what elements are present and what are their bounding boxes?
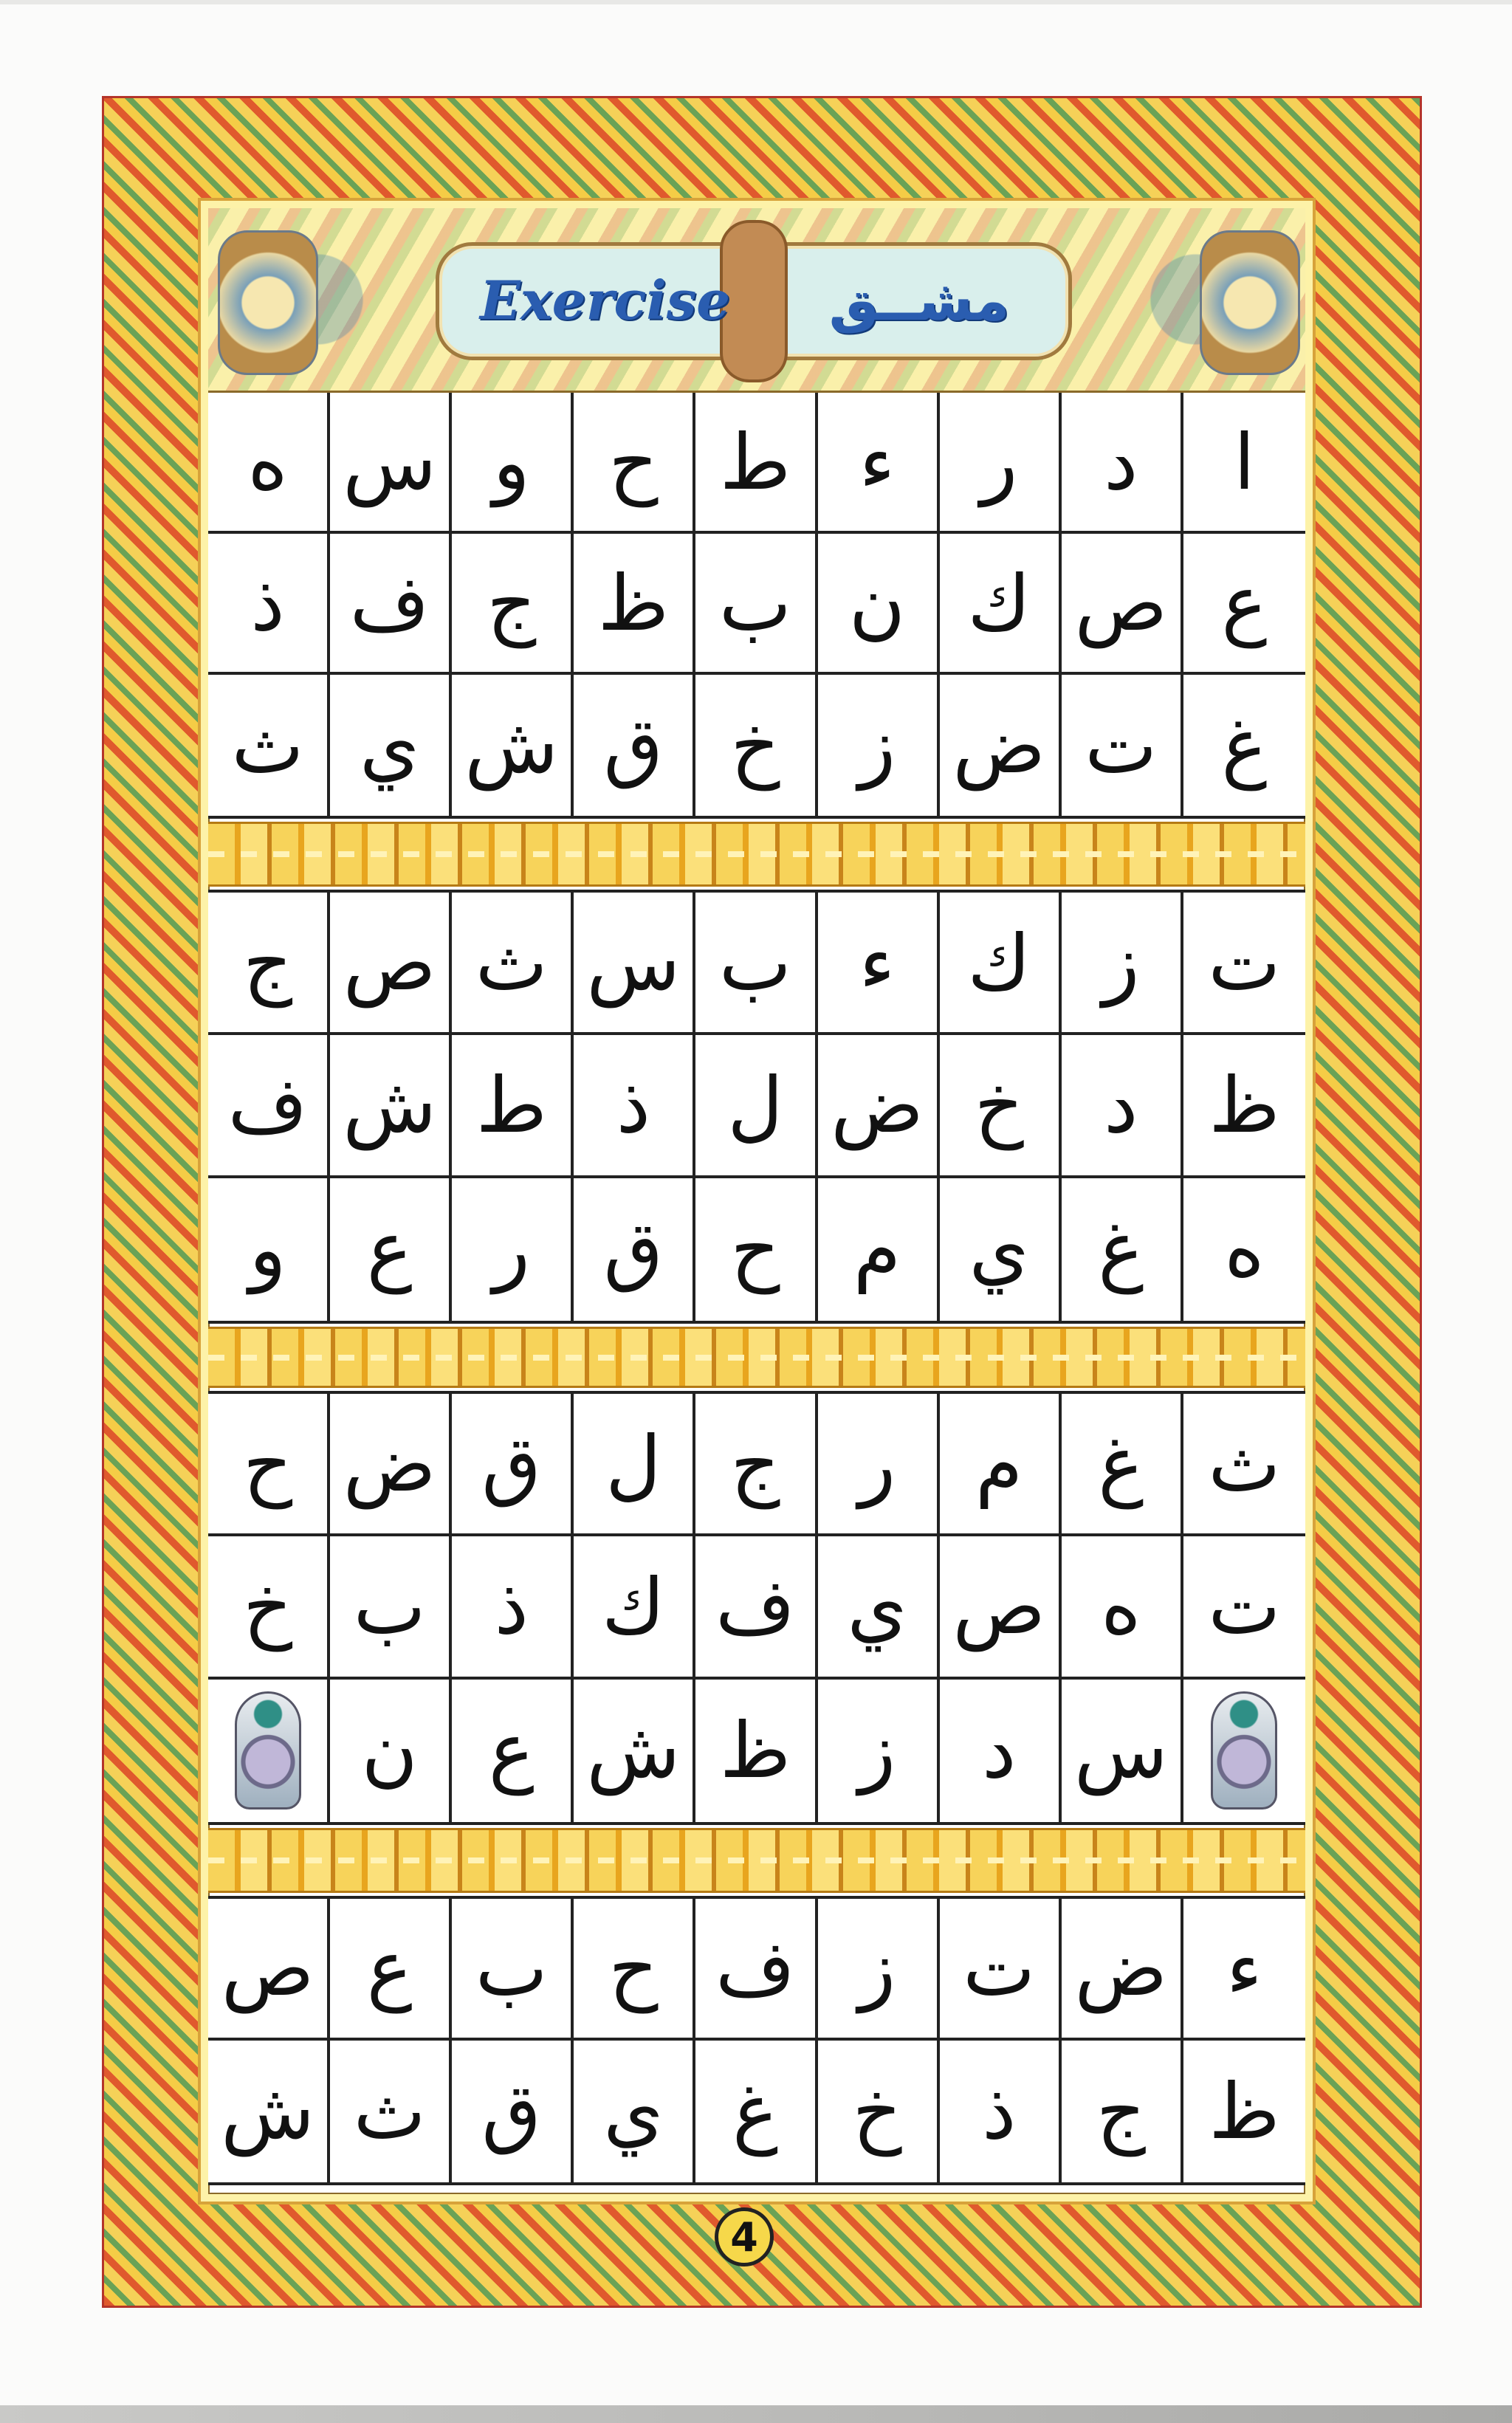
letter-grid-1 — [208, 393, 1305, 819]
scan-edge — [0, 0, 1512, 4]
letter-cell: ص — [208, 1899, 330, 2041]
letter-cell: ه — [1224, 1204, 1265, 1295]
letter-cell: ف — [330, 534, 452, 675]
letter-cell: ح — [574, 393, 695, 534]
letter-cell: و — [452, 393, 574, 534]
letter-cell: ز — [1062, 893, 1183, 1035]
letter-cell: ع — [452, 1680, 574, 1822]
letter-cell: ن — [818, 534, 940, 675]
letter-cell: ز — [818, 675, 940, 816]
floral-ornament-icon — [1211, 1691, 1277, 1809]
letter-cell: ب — [330, 1536, 452, 1679]
letter-cell: ر — [452, 1178, 574, 1321]
letter-cell: س — [330, 393, 452, 534]
letter-cell: م — [818, 1178, 940, 1321]
letter-cell: خ — [695, 675, 817, 816]
letter-cell: ه — [208, 393, 330, 534]
letter-cell: ب — [452, 1899, 574, 2041]
letter-cell: ل — [695, 1035, 817, 1178]
letter-cell: ط — [695, 393, 817, 534]
letter-cell: ذ — [574, 1035, 695, 1178]
letter-cell: ض — [818, 1035, 940, 1178]
letter-cell: ز — [818, 1899, 940, 2041]
ornamental-divider — [208, 822, 1305, 887]
letter-cell: و — [208, 1178, 330, 1321]
letter-cell: خ — [208, 1536, 330, 1679]
floral-medallion-icon — [218, 230, 318, 375]
letter-cell: ص — [940, 1536, 1062, 1679]
letter-cell: ظ — [695, 1680, 817, 1822]
letter-cell: ظ — [1209, 2066, 1280, 2156]
letter-cell: ه — [1062, 1536, 1183, 1679]
letter-cell: ظ — [1183, 1035, 1305, 1178]
letter-cell: ح — [695, 1178, 817, 1321]
letter-cell: ز — [818, 1680, 940, 1822]
page-title-arabic: مشــق — [828, 267, 1010, 333]
ornamental-divider — [208, 1828, 1305, 1893]
letter-cell: ك — [574, 1536, 695, 1679]
letter-grid-4 — [208, 1896, 1305, 2185]
letter-cell: غ — [1062, 1394, 1183, 1536]
letter-cell: ق — [574, 1178, 695, 1321]
letter-cell: ي — [330, 675, 452, 816]
floral-ornament-icon — [235, 1691, 301, 1809]
letter-cell: ك — [940, 893, 1062, 1035]
letter-cell: ر — [940, 393, 1062, 534]
ornamental-divider — [208, 1327, 1305, 1388]
letter-cell: ا — [1183, 393, 1305, 534]
letter-cell: س — [574, 893, 695, 1035]
letter-cell: ض — [330, 1394, 452, 1536]
letter-cell: ت — [1062, 675, 1183, 816]
letter-cell: ث — [452, 893, 574, 1035]
letter-cell: ش — [452, 675, 574, 816]
letter-cell: ش — [208, 2041, 330, 2182]
letter-cell: ث — [1183, 1394, 1305, 1536]
letter-cell: ف — [695, 1899, 817, 2041]
letter-cell: ذ — [940, 2041, 1062, 2182]
letter-cell: ت — [1183, 893, 1305, 1035]
letter-cell: ص — [330, 893, 452, 1035]
letter-cell: ي — [574, 2041, 695, 2182]
floral-ornament-cell — [208, 1680, 330, 1822]
letter-cell: ظ — [574, 534, 695, 675]
letter-cell: ض — [940, 675, 1062, 816]
letter-cell: ء — [818, 893, 940, 1035]
letter-cell: خ — [818, 2041, 940, 2182]
letter-cell: ع — [330, 1178, 452, 1321]
scan-edge — [0, 2405, 1512, 2423]
letter-cell: ب — [695, 534, 817, 675]
letter-grid-2 — [208, 890, 1305, 1324]
letter-cell: ي — [940, 1178, 1062, 1321]
letter-cell: ر — [818, 1394, 940, 1536]
letter-cell: ء — [818, 393, 940, 534]
letter-cell: ض — [1062, 1899, 1183, 2041]
letter-cell: غ — [1221, 700, 1268, 791]
letter-cell: ح — [574, 1899, 695, 2041]
letter-cell: ث — [330, 2041, 452, 2182]
letter-cell: ج — [208, 893, 330, 1035]
letter-cell: غ — [695, 2041, 817, 2182]
letter-cell: ف — [695, 1536, 817, 1679]
letter-cell: د — [940, 1680, 1062, 1822]
letter-cell: ع — [330, 1899, 452, 2041]
letter-cell: ش — [330, 1035, 452, 1178]
letter-cell: ح — [208, 1394, 330, 1536]
letter-cell: ذ — [452, 1536, 574, 1679]
page-number: 4 — [715, 2207, 774, 2266]
letter-cell: س — [1062, 1680, 1183, 1822]
letter-cell: د — [1062, 1035, 1183, 1178]
letter-cell: ط — [452, 1035, 574, 1178]
letter-cell: ق — [452, 2041, 574, 2182]
letter-cell: ك — [940, 534, 1062, 675]
letter-cell: ش — [574, 1680, 695, 1822]
letter-cell: ذ — [208, 534, 330, 675]
letter-cell: ج — [695, 1394, 817, 1536]
letter-cell: ب — [695, 893, 817, 1035]
letter-cell: م — [940, 1394, 1062, 1536]
letter-cell: ق — [574, 675, 695, 816]
letter-cell: ت — [1183, 1536, 1305, 1679]
page-title-english: Exercise — [480, 269, 731, 331]
letter-cell: ف — [208, 1035, 330, 1178]
floral-ornament-cell — [1183, 1680, 1305, 1822]
letter-cell: ء — [1183, 1899, 1305, 2041]
letter-cell: ع — [1183, 534, 1305, 675]
floral-medallion-icon — [1200, 230, 1300, 375]
letter-cell: خ — [940, 1035, 1062, 1178]
letter-grid-3 — [208, 1391, 1305, 1825]
letter-cell: ص — [1062, 534, 1183, 675]
letter-cell: غ — [1062, 1178, 1183, 1321]
letter-cell: ل — [574, 1394, 695, 1536]
letter-cell: ن — [330, 1680, 452, 1822]
letter-cell: ق — [452, 1394, 574, 1536]
letter-cell: ي — [818, 1536, 940, 1679]
letter-cell: د — [1062, 393, 1183, 534]
letter-cell: ث — [208, 675, 330, 816]
letter-cell: ج — [452, 534, 574, 675]
letter-cell: ج — [1062, 2041, 1183, 2182]
letter-cell: ت — [940, 1899, 1062, 2041]
